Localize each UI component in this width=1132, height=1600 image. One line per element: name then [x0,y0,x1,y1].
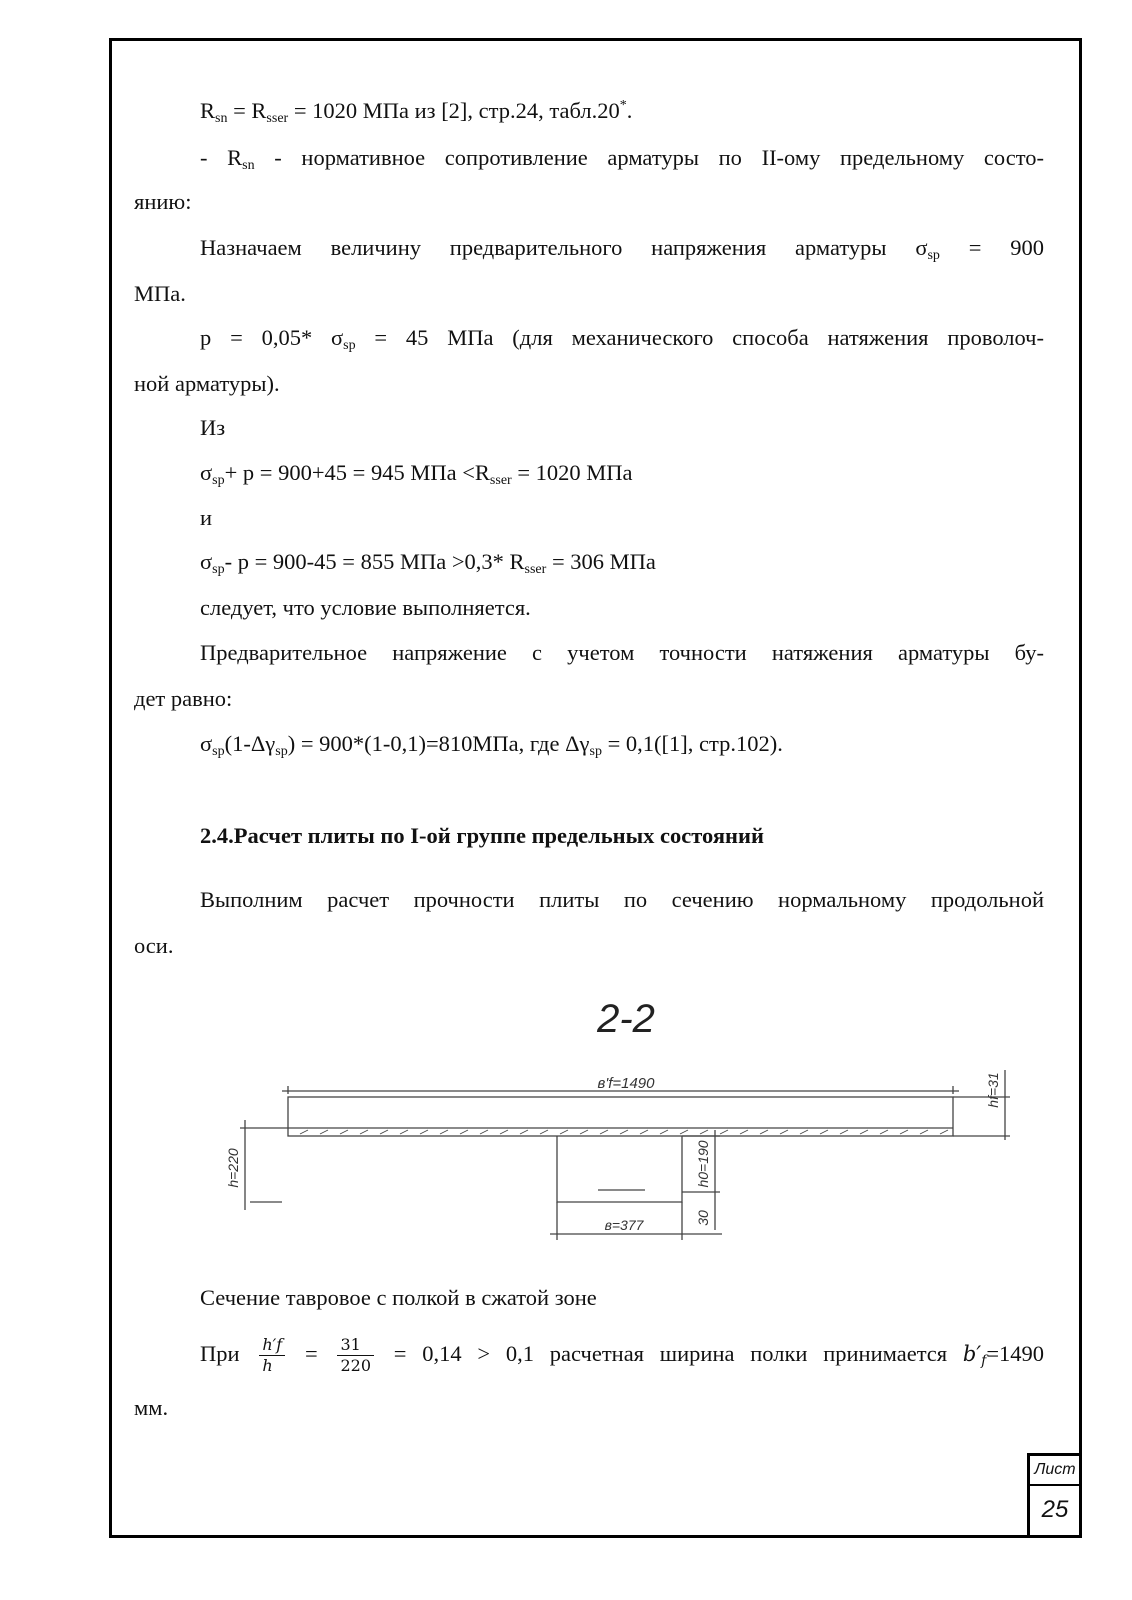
text-line-rsn: $R_{sn} = R_{sser} = 1020$ МПа из [2], стр.24, табл.20*. [200,98,633,126]
text-line: Выполним расчет прочности плиты по сечению нормальному продольной [200,887,1044,912]
text-line: МПа. [134,281,186,306]
drawing-title: 2-2 [597,997,655,1041]
text-line: Из [200,415,226,440]
fraction-31-220: $\frac{31}{220}$ [337,1335,374,1376]
sheet-stamp [1027,1453,1080,1536]
text-line: оси. [134,933,174,958]
formula-upper-check: $\sigma_{sp}+ p = 900+45 = 945$ МПа $<R_{sser} = 1020$ МПа [200,460,633,488]
sheet-label: Лист [1030,1456,1080,1486]
page-number: 25 [1041,1496,1069,1523]
dim-b-label: в=377 [604,1217,644,1233]
dim-a-label: 30 [695,1210,711,1226]
cross-section-drawing [210,990,1040,1250]
text-line-rsn-definition: - $R_{sn}$ - нормативное сопротивление арматуры по II-ому предельному состо- [200,145,1044,173]
text-line: дет равно: [134,686,233,711]
text-line: ной арматуры). [134,371,280,396]
formula-lower-check: $\sigma_{sp}-$ p = 900-45 = 855 МПа >0,3* $R_{sser} = 306$ МПа [200,549,656,577]
page-frame [109,38,1082,1538]
section-heading: 2.4.Расчет плиты по I-ой группе предельных состояний [200,823,764,848]
dim-bf-label: в'f=1490 [597,1075,655,1092]
text-line-p: p = 0,05* $\sigma_{sp} = 45$ МПа (для механического способа натяжения проволоч- [200,325,1044,353]
text-line-prestress: Назначаем величину предварительного напряжения арматуры $\sigma_{sp} = 900$ [200,235,1044,263]
text-line: Сечение тавровое с полкой в сжатой зоне [200,1285,597,1310]
dim-hf-label: hf=31 [985,1072,1001,1108]
text-line: янию: [134,189,192,214]
dim-h0-label: h0=190 [695,1140,711,1188]
formula-prestress-accuracy: $\sigma_{sp}(1-\Delta\gamma_{sp}) = 900*(1-0,1)=810МПа$, где $\Delta\gamma_{sp} = 0,1([1]$, стр.102). [200,731,783,759]
text-line: мм. [134,1395,169,1420]
fraction-hf-h: $\frac{h'f}{h}$ [259,1335,285,1376]
text-line: Предварительное напряжение с учетом точности натяжения арматуры бу- [200,640,1044,665]
text-line: следует, что условие выполняется. [200,595,531,620]
text-line: и [200,505,213,530]
formula-flange-width: При $\frac{h'f}{h}$ = $\frac{31}{220}$ = 0,14 > 0,1 расчетная ширина полки принимается $b'_f=1490$ [200,1335,1045,1376]
dim-h-label: h=220 [225,1148,241,1188]
